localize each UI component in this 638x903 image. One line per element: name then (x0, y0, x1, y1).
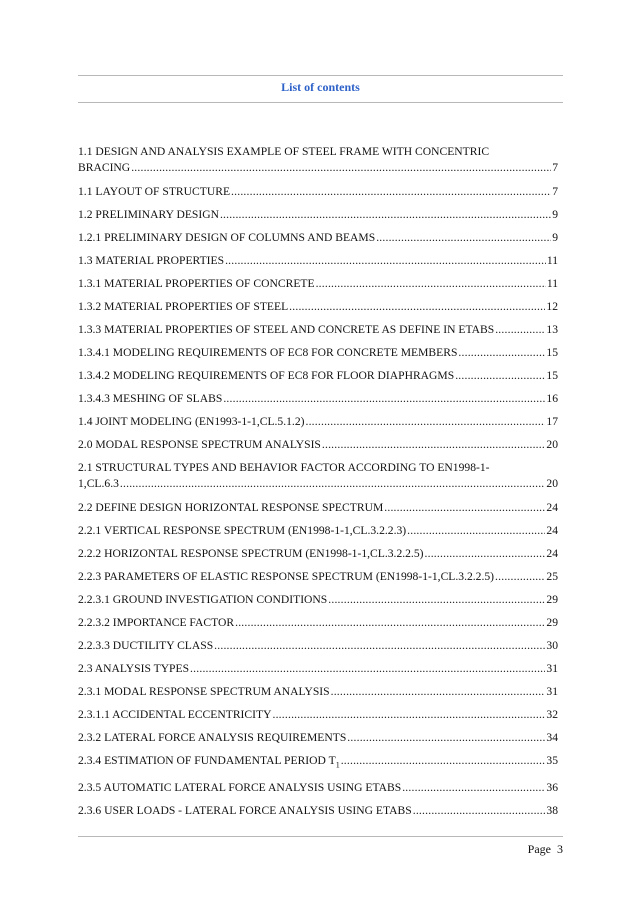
toc-entry-title (78, 276, 315, 292)
toc-entry-title-text: 2.0 MODAL RESPONSE SPECTRUM ANALYSIS (78, 438, 321, 451)
toc-dot-leader (223, 391, 545, 407)
toc-entry-title (78, 253, 224, 269)
toc-entry[interactable] (78, 707, 558, 723)
toc-entry-row (78, 184, 558, 200)
toc-entry-page-number: 30 (546, 639, 558, 652)
toc-dot-leader (331, 684, 546, 700)
toc-entry-row (78, 661, 558, 677)
toc-entry-title-text: 1.4 JOINT MODELING (EN1993-1-1,CL.5.1.2) (78, 415, 305, 428)
toc-entry-row (78, 322, 558, 338)
toc-entry-title (78, 684, 330, 700)
toc-entry[interactable] (78, 437, 558, 453)
toc-entry-row (78, 476, 558, 492)
toc-entry-title (78, 207, 219, 223)
page-label: Page (527, 842, 551, 856)
toc-entry-title (78, 160, 130, 176)
toc-entry-page-number: 12 (546, 300, 558, 313)
toc-entry-subscript: 1 (335, 760, 340, 770)
toc-entry-title (78, 661, 189, 677)
toc-entry-page-number: 29 (546, 616, 558, 629)
toc-entry-page-number: 17 (546, 415, 558, 428)
toc-entry-title-text: 1.1 LAYOUT OF STRUCTURE (78, 185, 231, 198)
toc-entry-title (78, 230, 375, 246)
toc-entry-row (78, 500, 558, 516)
toc-dot-leader (289, 299, 545, 315)
toc-entry-row (78, 253, 558, 269)
page-footer (78, 842, 563, 857)
toc-entry-title-text: 2.2.3.1 GROUND INVESTIGATION CONDITIONS (78, 593, 328, 606)
toc-dot-leader (305, 414, 545, 430)
toc-dot-leader (458, 345, 545, 361)
toc-entry[interactable] (78, 391, 558, 407)
toc-entry-title-text: 1.3.4.2 MODELING REQUIREMENTS OF EC8 FOR FLOOR DIAPHRAGMS (78, 369, 455, 382)
toc-entry-row (78, 569, 558, 585)
toc-dot-leader (225, 253, 546, 269)
toc-entry-title (78, 391, 222, 407)
toc-entry[interactable] (78, 615, 558, 631)
toc-entry-page-number: 7 (552, 161, 558, 174)
table-of-contents (78, 144, 558, 826)
toc-entry-title (78, 184, 230, 200)
toc-entry[interactable] (78, 322, 558, 338)
toc-entry-page-number: 29 (546, 593, 558, 606)
toc-entry-row (78, 684, 558, 700)
toc-entry-row (78, 437, 558, 453)
toc-entry-title-text: 2.2.3.3 DUCTILITY CLASS (78, 639, 214, 652)
toc-entry-title-text: 1.3.2 MATERIAL PROPERTIES OF STEEL (78, 300, 289, 313)
toc-entry-title-text: 2.2.1 VERTICAL RESPONSE SPECTRUM (EN1998-1-1,CL.3.2.2.3) (78, 524, 407, 537)
toc-entry-page-number: 24 (546, 547, 558, 560)
toc-entry-title (78, 707, 271, 723)
toc-entry-row (78, 276, 558, 292)
toc-entry-page-number: 31 (546, 685, 558, 698)
toc-entry-title (78, 437, 321, 453)
toc-entry[interactable] (78, 592, 558, 608)
toc-entry-page-number: 25 (546, 570, 558, 583)
toc-entry[interactable] (78, 299, 558, 315)
toc-heading: List of contents (281, 80, 360, 94)
toc-entry-page-number: 7 (552, 185, 558, 198)
toc-entry-title (78, 345, 457, 361)
toc-entry-row (78, 160, 558, 176)
toc-entry[interactable] (78, 684, 558, 700)
heading-rule (78, 102, 563, 103)
toc-entry[interactable] (78, 253, 558, 269)
toc-entry-row (78, 299, 558, 315)
toc-entry-title (78, 753, 340, 773)
toc-entry-row (78, 707, 558, 723)
toc-entry-title (78, 299, 288, 315)
toc-entry-row (78, 592, 558, 608)
toc-entry-title-text: 2.2.3 PARAMETERS OF ELASTIC RESPONSE SPECTRUM (EN1998-1-1,CL.3.2.2.5) (78, 570, 495, 583)
toc-entry-title-text: 2.3.5 AUTOMATIC LATERAL FORCE ANALYSIS USING ETABS (78, 781, 402, 795)
toc-entry-page-number: 9 (552, 231, 558, 244)
toc-dot-leader (495, 322, 545, 338)
toc-entry-title (78, 592, 327, 608)
toc-entry-title-text: 2.3 ANALYSIS TYPES (78, 662, 190, 675)
toc-entry[interactable] (78, 753, 558, 773)
toc-entry-row (78, 345, 558, 361)
toc-entry-title (78, 414, 304, 430)
toc-dot-leader (190, 661, 545, 677)
toc-dot-leader (413, 803, 546, 819)
toc-entry-page-number: 36 (546, 781, 558, 795)
toc-entry-title-line1: 2.1 STRUCTURAL TYPES AND BEHAVIOR FACTOR ACCORDING TO EN1998-1- (78, 461, 490, 474)
toc-entry[interactable] (78, 184, 558, 200)
toc-entry[interactable] (78, 803, 558, 819)
toc-entry-title-text: 2.2.2 HORIZONTAL RESPONSE SPECTRUM (EN1998-1-1,CL.3.2.2.5) (78, 547, 424, 560)
toc-dot-leader (455, 368, 545, 384)
toc-entry-row (78, 414, 558, 430)
toc-entry-page-number: 38 (546, 804, 558, 818)
toc-entry-title (78, 730, 346, 746)
toc-entry-page-number: 9 (552, 208, 558, 221)
toc-entry-row (78, 391, 558, 407)
toc-entry[interactable] (78, 569, 558, 585)
toc-dot-leader (316, 276, 546, 292)
toc-entry-title (78, 322, 494, 338)
toc-entry-page-number: 32 (546, 708, 558, 721)
toc-entry[interactable] (78, 780, 558, 796)
toc-entry[interactable] (78, 500, 558, 516)
toc-entry[interactable] (78, 345, 558, 361)
page-number: 3 (557, 842, 563, 856)
toc-entry-title-text: 1.3.1 MATERIAL PROPERTIES OF CONCRETE (78, 277, 315, 290)
toc-entry[interactable] (78, 144, 558, 176)
toc-entry-title (78, 615, 234, 631)
top-rule (78, 75, 563, 76)
toc-entry-page-number: 15 (546, 346, 558, 359)
toc-entry-row (78, 615, 558, 631)
toc-entry-title (78, 546, 424, 562)
toc-entry-title-text: 1.2.1 PRELIMINARY DESIGN OF COLUMNS AND BEAMS (78, 231, 376, 244)
toc-entry-row (78, 638, 558, 654)
toc-entry-title-text: 2.3.4 ESTIMATION OF FUNDAMENTAL PERIOD T (78, 754, 336, 767)
toc-entry[interactable] (78, 546, 558, 562)
toc-dot-leader (220, 207, 551, 223)
toc-dot-leader (341, 753, 546, 769)
toc-dot-leader (120, 476, 546, 492)
toc-entry-row (78, 546, 558, 562)
toc-dot-leader (131, 160, 551, 176)
toc-entry-title (78, 803, 412, 819)
toc-entry-row (78, 803, 558, 819)
toc-dot-leader (231, 184, 551, 200)
toc-entry-title-text: 1,CL.6.3 (78, 477, 119, 490)
toc-entry-page-number: 35 (546, 754, 558, 767)
toc-entry-row (78, 230, 558, 246)
toc-dot-leader (402, 780, 545, 796)
toc-entry-title-line1: 1.1 DESIGN AND ANALYSIS EXAMPLE OF STEEL FRAME WITH CONCENTRIC (78, 145, 490, 158)
toc-entry[interactable] (78, 207, 558, 223)
toc-entry-title-text: 2.3.2 LATERAL FORCE ANALYSIS REQUIREMENTS (78, 731, 347, 744)
toc-entry-title-text: 1.3.4.1 MODELING REQUIREMENTS OF EC8 FOR CONCRETE MEMBERS (78, 346, 458, 359)
toc-dot-leader (495, 569, 545, 585)
toc-entry-title (78, 476, 119, 492)
toc-entry-page-number: 11 (546, 254, 558, 267)
toc-entry-page-number: 34 (546, 731, 558, 744)
toc-dot-leader (376, 230, 551, 246)
toc-entry-title-text: 1.3 MATERIAL PROPERTIES (78, 254, 225, 267)
toc-entry-row (78, 753, 558, 773)
toc-dot-leader (347, 730, 545, 746)
toc-entry-page-number: 20 (546, 438, 558, 451)
toc-entry-title-text: 2.2.3.2 IMPORTANCE FACTOR (78, 616, 235, 629)
toc-entry-row (78, 780, 558, 796)
footer-rule (78, 836, 563, 837)
toc-entry-title (78, 569, 494, 585)
toc-entry[interactable] (78, 368, 558, 384)
toc-entry-title-text: 2.3.6 USER LOADS - LATERAL FORCE ANALYSIS USING ETABS (78, 804, 412, 818)
toc-entry-title-text: 2.2 DEFINE DESIGN HORIZONTAL RESPONSE SPECTRUM (78, 501, 384, 514)
toc-entry-row (78, 523, 558, 539)
toc-dot-leader (328, 592, 545, 608)
toc-dot-leader (322, 437, 546, 453)
toc-entry-page-number: 24 (546, 501, 558, 514)
toc-dot-leader (407, 523, 545, 539)
toc-entry[interactable] (78, 230, 558, 246)
toc-entry-page-number: 15 (546, 369, 558, 382)
toc-entry[interactable] (78, 460, 558, 492)
toc-entry-row (78, 207, 558, 223)
toc-entry-title (78, 500, 383, 516)
toc-entry-title-text: 2.3.1.1 ACCIDENTAL ECCENTRICITY (78, 708, 272, 721)
toc-entry[interactable] (78, 523, 558, 539)
toc-entry-row (78, 368, 558, 384)
toc-entry-title (78, 523, 406, 539)
toc-entry-title-text: 1.3.4.3 MESHING OF SLABS (78, 392, 223, 405)
toc-entry-page-number: 24 (546, 524, 558, 537)
toc-entry-row (78, 730, 558, 746)
toc-entry-title-text: BRACING (78, 161, 131, 174)
toc-entry[interactable] (78, 638, 558, 654)
toc-dot-leader (272, 707, 545, 723)
toc-entry-page-number: 13 (546, 323, 558, 336)
toc-entry-page-number: 31 (546, 662, 558, 675)
toc-entry[interactable] (78, 661, 558, 677)
toc-entry-title-text: 2.3.1 MODAL RESPONSE SPECTRUM ANALYSIS (78, 685, 330, 698)
toc-entry[interactable] (78, 276, 558, 292)
toc-entry-title-text: 1.3.3 MATERIAL PROPERTIES OF STEEL AND CONCRETE AS DEFINE IN ETABS (78, 323, 495, 336)
toc-entry-page-number: 16 (546, 392, 558, 405)
toc-entry[interactable] (78, 414, 558, 430)
toc-entry-title-text: 1.2 PRELIMINARY DESIGN (78, 208, 219, 221)
toc-entry-page-number: 20 (546, 477, 558, 490)
toc-dot-leader (384, 500, 545, 516)
toc-dot-leader (235, 615, 545, 631)
toc-dot-leader (214, 638, 545, 654)
toc-entry-title (78, 780, 401, 796)
toc-entry-page-number: 11 (546, 277, 558, 290)
toc-dot-leader (425, 546, 546, 562)
toc-entry-title (78, 368, 454, 384)
toc-entry-title (78, 638, 213, 654)
toc-entry[interactable] (78, 730, 558, 746)
